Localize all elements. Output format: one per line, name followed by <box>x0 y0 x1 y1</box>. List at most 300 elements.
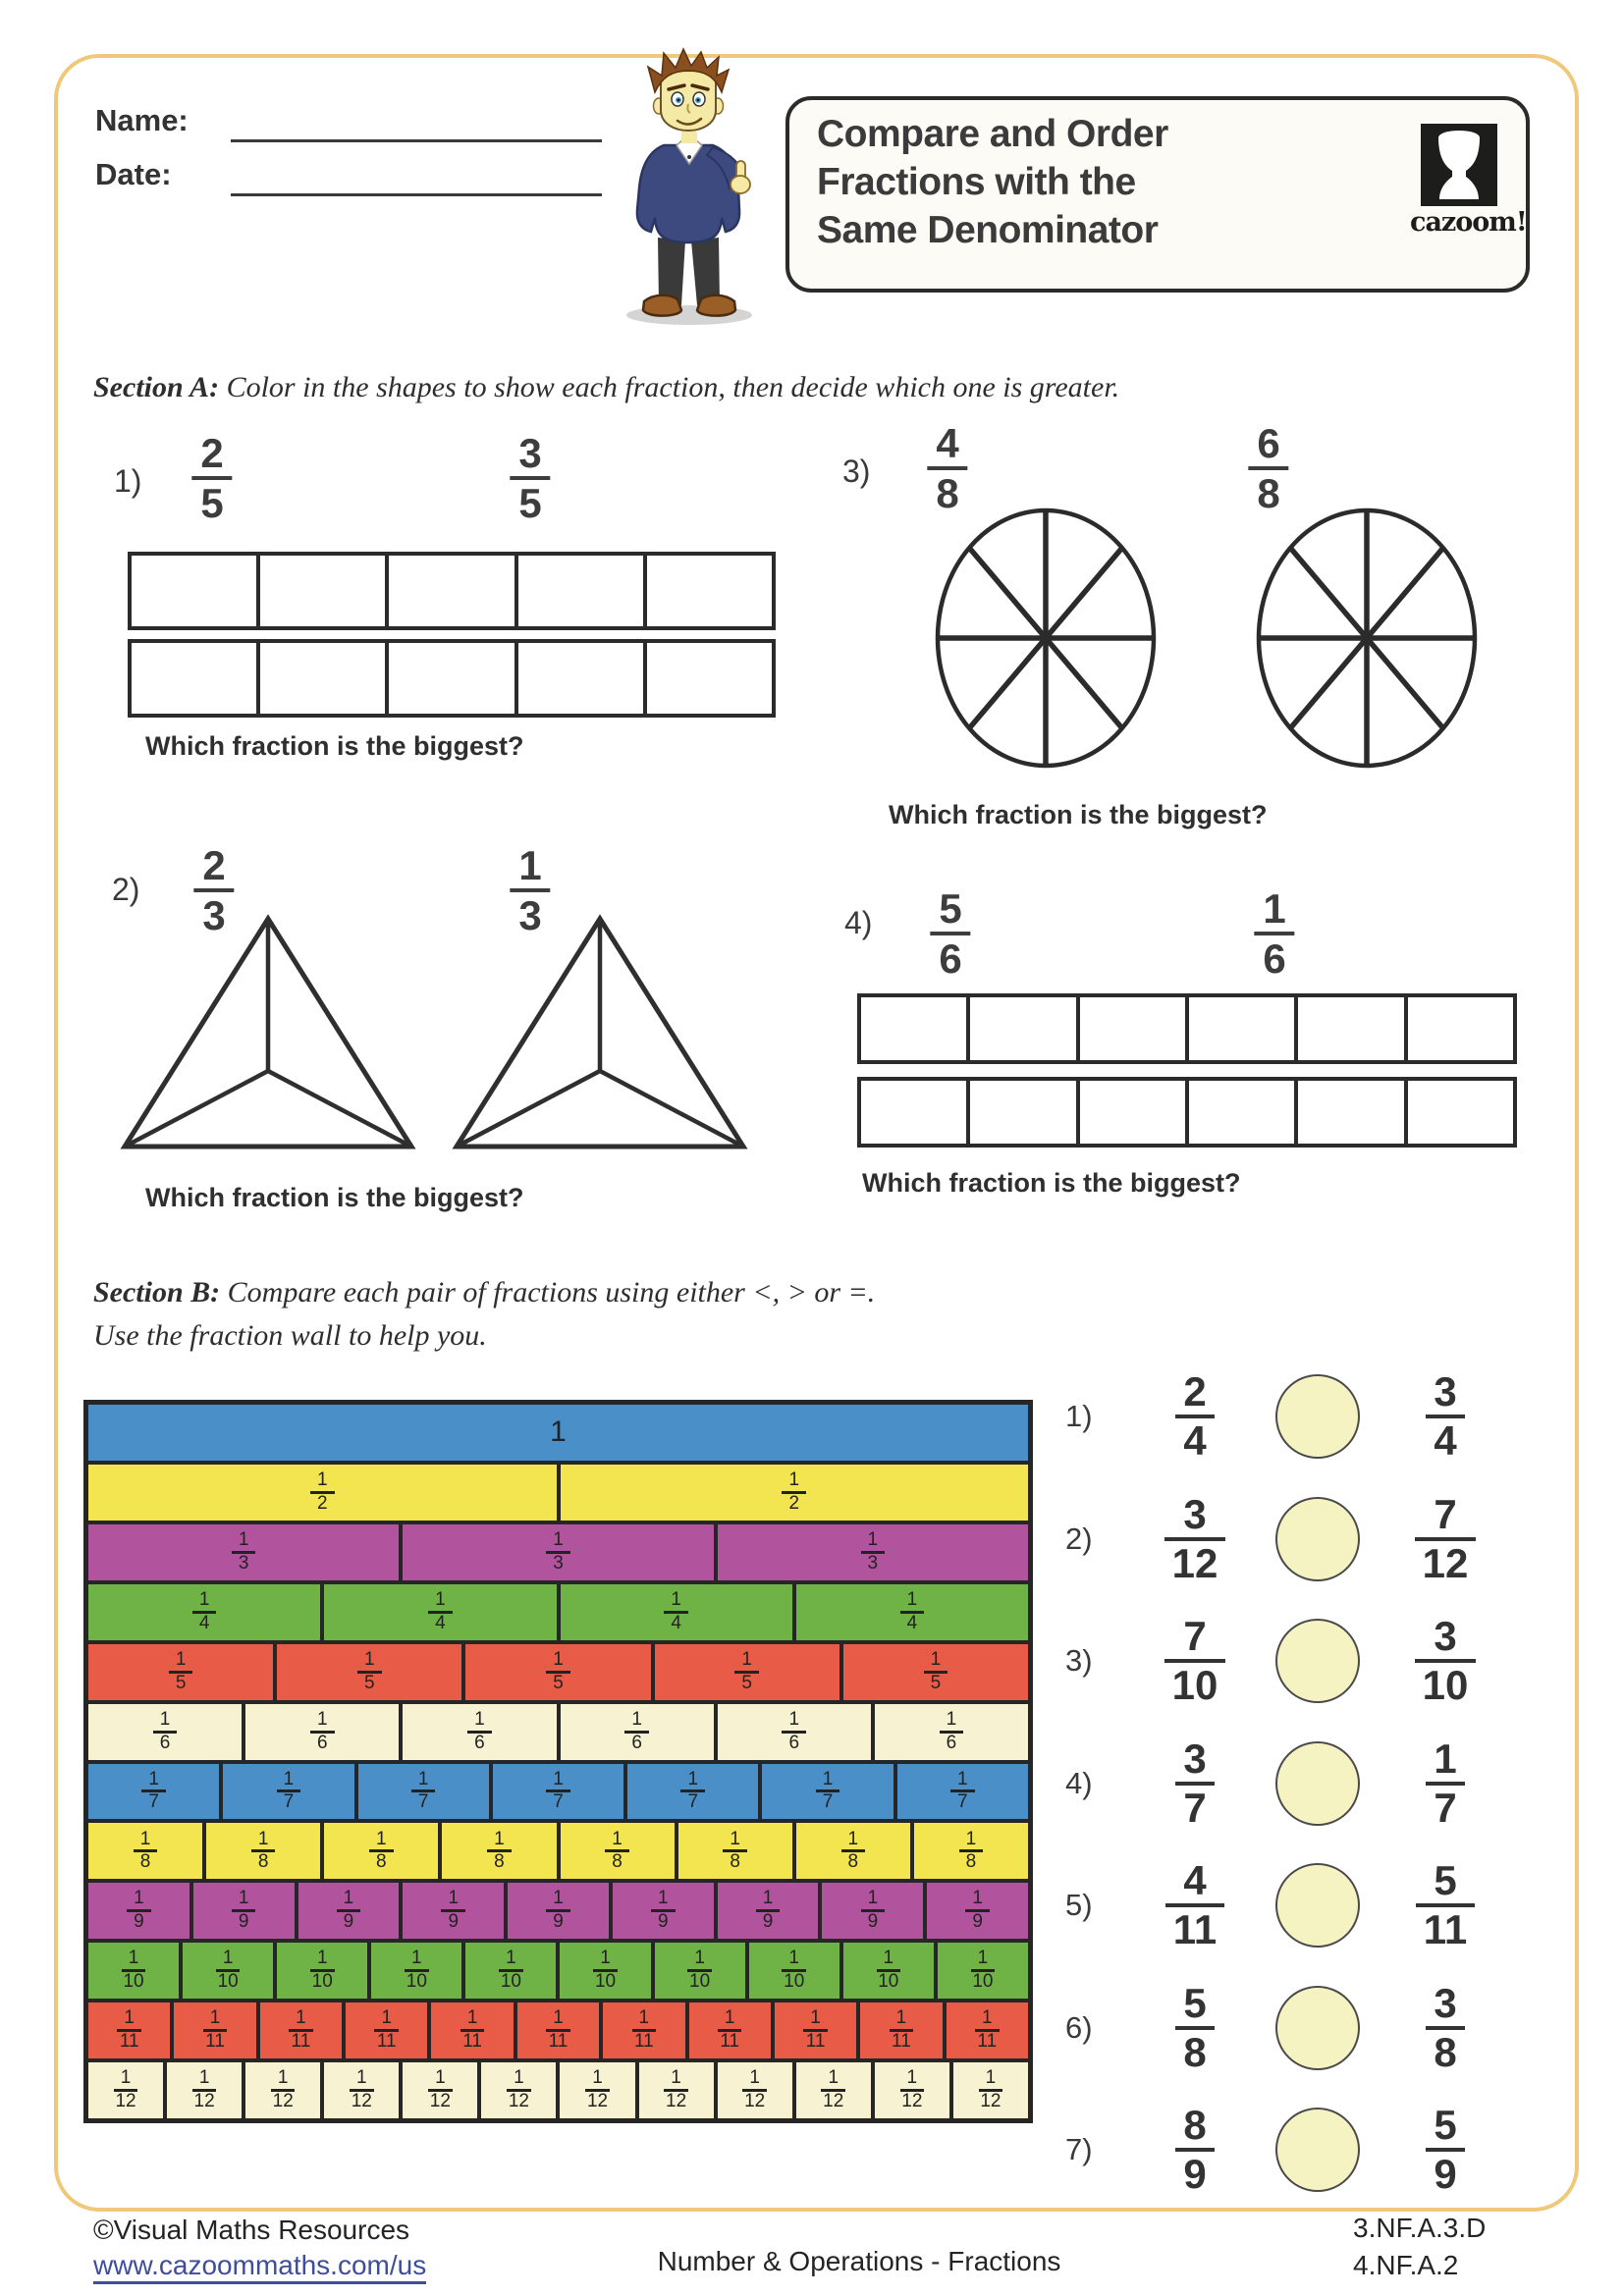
numerator: 3 <box>510 430 550 480</box>
fraction-wall-cell <box>504 1883 609 1939</box>
wall-fraction <box>192 2068 217 2112</box>
numerator: 1 <box>357 1650 382 1674</box>
numerator: 1 <box>687 1949 712 1972</box>
fraction-bar-cell[interactable] <box>1404 997 1513 1060</box>
numerator: 1 <box>841 1830 866 1853</box>
denominator: 6 <box>946 1732 957 1753</box>
fraction-bar[interactable] <box>857 993 1517 1064</box>
cazoom-logo <box>1410 124 1527 238</box>
wall-fraction <box>782 1710 806 1754</box>
wall-fraction <box>441 1889 465 1933</box>
numerator: 1 <box>924 1650 948 1674</box>
fraction-triangle-shape[interactable] <box>113 911 422 1154</box>
fraction-wall-cell <box>438 1823 556 1879</box>
fraction-bar-cell[interactable] <box>643 643 772 714</box>
fraction-wall-cell <box>758 1764 893 1820</box>
fraction-bar[interactable] <box>857 1077 1517 1148</box>
wall-fraction <box>940 1710 964 1754</box>
fraction-bar-cell[interactable] <box>1404 1081 1513 1144</box>
denominator: 10 <box>689 1971 711 1993</box>
fraction-wall-cell <box>871 2062 949 2118</box>
denominator: 5 <box>930 1672 942 1693</box>
fraction-wall-cell <box>202 1823 320 1879</box>
fraction-triangle-shape[interactable] <box>445 911 754 1154</box>
wall-fraction <box>546 1770 570 1814</box>
denominator: 7 <box>553 1791 564 1813</box>
wall-fraction <box>232 1530 256 1575</box>
fraction-bar-cell[interactable] <box>256 643 385 714</box>
denominator: 11 <box>1172 1906 1218 1953</box>
numerator: 2 <box>1175 1369 1214 1418</box>
fraction-wall-cell <box>477 2062 556 2118</box>
fraction-wall-cell <box>489 1764 623 1820</box>
date-input-line[interactable] <box>231 193 602 196</box>
fraction-bar-cell[interactable] <box>514 643 643 714</box>
problem-number: 4) <box>1065 1765 1093 1800</box>
numerator: 1 <box>310 1470 335 1494</box>
fraction-wall-cell <box>943 2002 1028 2058</box>
wall-fraction <box>405 1949 429 1993</box>
fraction-wall-cell <box>839 1943 934 1999</box>
denominator: 9 <box>1434 2151 1457 2198</box>
fraction <box>1254 885 1294 982</box>
numerator: 5 <box>1426 2103 1464 2152</box>
wall-fraction <box>841 1830 866 1874</box>
fraction-wall-cell <box>88 1764 219 1820</box>
denominator: 12 <box>193 2091 215 2112</box>
numerator: 1 <box>782 1470 806 1494</box>
fraction-wall-cell <box>675 1823 792 1879</box>
wall-fraction <box>411 1770 436 1814</box>
numerator: 1 <box>310 1710 335 1734</box>
wall-fraction <box>487 1830 512 1874</box>
wall-fraction <box>585 2068 610 2112</box>
title-line-1: Compare and Order <box>817 113 1168 155</box>
fraction-wall-cell <box>609 1883 714 1939</box>
denominator: 8 <box>936 470 959 517</box>
wall-fraction <box>861 1889 886 1933</box>
numerator: 1 <box>890 2008 914 2032</box>
problem-number: 3) <box>842 454 871 489</box>
wall-fraction <box>134 1830 158 1874</box>
numerator: 1 <box>507 2068 531 2092</box>
fraction-bar-cell[interactable] <box>132 643 256 714</box>
fraction-bar-cell[interactable] <box>966 1081 1075 1144</box>
problem-number: 2) <box>1065 1521 1093 1556</box>
wall-fraction <box>924 1650 948 1694</box>
numerator: 1 <box>510 842 550 892</box>
denominator: 10 <box>500 1971 521 1993</box>
fraction-bar-cell[interactable] <box>1294 1081 1403 1144</box>
wall-fraction <box>117 2008 141 2053</box>
denominator: 5 <box>364 1672 375 1693</box>
denominator: 6 <box>939 935 962 983</box>
fraction-wall-cell <box>342 2002 427 2058</box>
numerator: 1 <box>405 1949 429 1972</box>
numerator: 1 <box>861 1530 886 1554</box>
fraction-wall-cell <box>557 1584 792 1640</box>
numerator: 1 <box>742 2068 767 2092</box>
denominator: 10 <box>784 1971 805 1993</box>
copyright-text: ©Visual Maths Resources <box>93 2215 410 2245</box>
denominator: 12 <box>272 2091 294 2112</box>
fraction-bar-cell[interactable] <box>966 997 1075 1060</box>
denominator: 3 <box>553 1552 564 1574</box>
denominator: 10 <box>972 1971 994 1993</box>
wall-fraction <box>718 2008 742 2053</box>
fraction-wall-cell <box>399 2062 477 2118</box>
fraction-bar-cell[interactable] <box>1185 997 1294 1060</box>
denominator: 7 <box>687 1791 699 1813</box>
fraction-wall-cell <box>88 1524 399 1580</box>
denominator: 12 <box>586 2091 609 2112</box>
problem-number: 7) <box>1065 2132 1093 2167</box>
wall-fraction <box>975 2008 1000 2053</box>
answer-circle[interactable] <box>1275 1497 1360 1581</box>
problem-number: 1) <box>114 463 142 499</box>
answer-circle[interactable] <box>1275 1741 1360 1826</box>
fraction-wall-cell <box>399 1704 556 1760</box>
numerator: 1 <box>546 1889 570 1912</box>
wall-fraction <box>350 2068 374 2112</box>
fraction-bar[interactable] <box>128 552 776 630</box>
name-input-line[interactable] <box>231 139 602 142</box>
denominator: 8 <box>1434 2028 1457 2075</box>
numerator: 1 <box>718 2008 742 2032</box>
denominator: 3 <box>238 1552 249 1574</box>
wall-fraction <box>374 2008 399 2053</box>
denominator: 7 <box>148 1791 159 1813</box>
denominator: 4 <box>1434 1417 1457 1465</box>
fraction-wall-cell <box>651 1943 745 1999</box>
numerator: 1 <box>369 1830 394 1853</box>
fraction-wall-cell <box>399 1524 713 1580</box>
wall-fraction <box>114 2068 138 2112</box>
numerator: 1 <box>605 1830 629 1853</box>
denominator: 7 <box>283 1791 295 1813</box>
title-line-2: Fractions with the <box>817 161 1136 203</box>
fraction-wall-cell <box>88 1405 1028 1461</box>
numerator: 1 <box>940 1710 964 1734</box>
worksheet-title-box <box>785 96 1530 293</box>
fraction-wall-row <box>88 2058 1028 2118</box>
numerator: 1 <box>782 1710 806 1734</box>
numerator: 1 <box>127 1889 151 1912</box>
fraction-wall-cell <box>242 1704 399 1760</box>
fraction-bar-cell[interactable] <box>1185 1081 1294 1144</box>
fraction-wall-cell <box>685 2002 771 2058</box>
fraction-bar-cell[interactable] <box>643 556 772 626</box>
numerator: 5 <box>1416 1858 1475 1907</box>
numerator: 3 <box>1426 1981 1464 2030</box>
compare-problems-list <box>1065 1356 1532 2212</box>
fraction-wall-cell <box>557 1704 714 1760</box>
section-a-heading <box>93 371 1119 404</box>
denominator: 7 <box>1183 1784 1207 1831</box>
denominator: 3 <box>867 1552 879 1574</box>
fraction-wall-row <box>88 1760 1028 1820</box>
fraction-bar-cell[interactable] <box>385 643 514 714</box>
website-link[interactable]: www.cazoommaths.com/us <box>93 2250 426 2284</box>
wall-fraction <box>203 2008 228 2053</box>
fraction-left <box>1164 1492 1226 1586</box>
numerator: 1 <box>723 1830 747 1853</box>
fraction-wall-row <box>88 1580 1028 1640</box>
fraction-wall-cell <box>557 1823 675 1879</box>
title-line-3: Same Denominator <box>817 209 1159 251</box>
numerator: 1 <box>271 2068 296 2092</box>
fraction-wall-cell <box>461 1943 556 1999</box>
wall-fraction <box>232 1889 256 1933</box>
wall-fraction <box>687 1949 712 1993</box>
numerator: 1 <box>975 2008 1000 2032</box>
wall-fraction <box>507 2068 531 2112</box>
fraction-right <box>1426 1981 1464 2075</box>
compare-problem-row <box>1065 1844 1532 1967</box>
numerator: 1 <box>979 2068 1003 2092</box>
wall-fraction <box>499 1949 523 1993</box>
footer-topic: Number & Operations - Fractions <box>657 2246 1061 2276</box>
numerator: 1 <box>114 2068 138 2092</box>
question-text: Which fraction is the biggest? <box>862 1168 1241 1198</box>
wall-fraction <box>782 1470 806 1515</box>
numerator: 1 <box>1254 885 1294 935</box>
fraction-wall-row <box>88 1640 1028 1700</box>
fraction-wall-row <box>88 1999 1028 2058</box>
fraction-wall-cell <box>818 1883 923 1939</box>
wall-fraction <box>289 2008 313 2053</box>
fraction-wall <box>83 1400 1033 2123</box>
denominator: 5 <box>518 480 542 527</box>
problem-number: 4) <box>844 905 873 940</box>
numerator: 1 <box>153 1710 178 1734</box>
fraction-bar[interactable] <box>128 639 776 718</box>
fraction-bar-cell[interactable] <box>256 556 385 626</box>
fraction-bar-cell[interactable] <box>861 997 966 1060</box>
wall-fraction <box>546 1889 570 1933</box>
numerator: 1 <box>232 1530 256 1554</box>
denominator: 4 <box>435 1612 446 1633</box>
numerator: 1 <box>289 2008 313 2032</box>
denominator: 11 <box>376 2031 397 2053</box>
numerator: 1 <box>546 1530 570 1554</box>
denominator: 8 <box>1183 2028 1207 2075</box>
numerator: 1 <box>664 2068 688 2092</box>
wall-fraction <box>605 1830 629 1874</box>
answer-circle[interactable] <box>1275 1863 1360 1948</box>
denominator: 9 <box>553 1911 564 1933</box>
fraction-right <box>1426 2103 1464 2197</box>
fraction-wall-cell <box>320 2062 399 2118</box>
wall-fraction <box>664 1590 688 1634</box>
numerator: 1 <box>900 1590 925 1614</box>
denominator: 12 <box>901 2091 923 2112</box>
fraction-wall-cell <box>856 2002 942 2058</box>
cazoom-logo-text: cazoom! <box>1410 207 1527 238</box>
denominator: 10 <box>123 1971 144 1993</box>
fraction-wall-cell <box>714 1524 1028 1580</box>
denominator: 11 <box>720 2031 740 2053</box>
numerator: 1 <box>734 1650 759 1674</box>
wall-fraction <box>546 2008 570 2053</box>
fraction-wall-cell <box>242 2062 320 2118</box>
wall-fraction <box>900 1590 925 1634</box>
wall-fraction <box>153 1710 178 1754</box>
denominator: 11 <box>291 2031 311 2053</box>
section-a-label: Section A: <box>93 371 220 403</box>
fraction-wall-cell <box>910 1823 1028 1879</box>
fraction-wall-row <box>88 1461 1028 1521</box>
fraction-circle-shape[interactable] <box>1252 503 1482 774</box>
denominator: 8 <box>376 1851 387 1873</box>
fraction-right <box>1415 1492 1477 1586</box>
numerator: 1 <box>192 2068 217 2092</box>
denominator: 10 <box>311 1971 333 1993</box>
fraction-bar-cell[interactable] <box>1294 997 1403 1060</box>
wall-fraction <box>192 1590 217 1634</box>
denominator: 6 <box>631 1732 642 1753</box>
numerator: 1 <box>782 1949 806 1972</box>
wall-fraction <box>428 1590 453 1634</box>
fraction-bar-cell[interactable] <box>1076 1081 1185 1144</box>
denominator: 7 <box>417 1791 429 1813</box>
numerator: 1 <box>117 2008 141 2032</box>
fraction-wall-cell <box>514 2002 599 2058</box>
numerator: 1 <box>959 1830 984 1853</box>
denominator: 5 <box>200 480 224 527</box>
denominator: 8 <box>494 1851 505 1873</box>
denominator: 11 <box>119 2031 139 2053</box>
numerator: 6 <box>1248 420 1288 470</box>
numerator: 1 <box>680 1770 705 1793</box>
wall-fraction <box>310 1470 335 1515</box>
denominator: 10 <box>1422 1662 1469 1709</box>
compare-problem-row <box>1065 1600 1532 1723</box>
fraction-bar-cell[interactable] <box>132 556 256 626</box>
fraction-wall-cell <box>320 1584 556 1640</box>
section-b-instruction-line1: Compare each pair of fractions using either <, > or =. <box>227 1276 876 1308</box>
numerator: 1 <box>585 2068 610 2092</box>
denominator: 11 <box>892 2031 911 2053</box>
denominator: 7 <box>957 1791 968 1813</box>
fraction-right <box>1416 1858 1475 1952</box>
numerator: 1 <box>169 1650 193 1674</box>
numerator: 1 <box>624 1710 649 1734</box>
numerator: 1 <box>664 1590 688 1614</box>
numerator: 1 <box>216 1949 241 1972</box>
fraction-wall-cell <box>599 2002 684 2058</box>
fraction-wall-cell <box>179 1943 273 1999</box>
answer-circle[interactable] <box>1275 1986 1360 2070</box>
fraction-wall-cell <box>88 2002 170 2058</box>
fraction-left <box>1175 1369 1214 1464</box>
denominator: 12 <box>666 2091 687 2112</box>
fraction-wall-cell <box>189 1883 295 1939</box>
fraction-wall-cell <box>714 2062 792 2118</box>
wall-fraction <box>950 1770 975 1814</box>
fraction-wall-cell <box>839 1644 1028 1700</box>
numerator: 3 <box>1426 1369 1464 1418</box>
denominator: 12 <box>1171 1539 1218 1586</box>
numerator: 5 <box>1175 1981 1214 2030</box>
fraction-wall-cell <box>88 1644 273 1700</box>
fraction-left <box>1165 1858 1224 1952</box>
wall-fraction <box>624 1710 649 1754</box>
denominator: 6 <box>474 1732 485 1753</box>
denominator: 6 <box>1263 935 1286 983</box>
fraction-wall-cell <box>170 2002 255 2058</box>
fraction-wall-cell <box>219 1764 353 1820</box>
answer-circle[interactable] <box>1275 2108 1360 2192</box>
numerator: 2 <box>191 430 232 480</box>
worksheet-title <box>817 110 1168 254</box>
wall-fraction <box>756 1889 781 1933</box>
fraction-circle-shape[interactable] <box>931 503 1161 774</box>
answer-circle[interactable] <box>1275 1619 1360 1703</box>
wall-fraction <box>890 2008 914 2053</box>
answer-circle[interactable] <box>1275 1374 1360 1459</box>
fraction-wall-cell <box>88 2062 163 2118</box>
wall-fraction <box>271 2068 296 2112</box>
wall-fraction <box>979 2068 1003 2112</box>
denominator: 12 <box>115 2091 136 2112</box>
problem-number: 5) <box>1065 1888 1093 1923</box>
denominator: 11 <box>1423 1906 1468 1953</box>
numerator: 5 <box>930 885 970 935</box>
fraction-bar-cell[interactable] <box>861 1081 966 1144</box>
denominator: 11 <box>633 2031 654 2053</box>
numerator: 3 <box>1415 1614 1477 1663</box>
denominator: 8 <box>847 1851 859 1873</box>
fraction-wall-cell <box>635 2062 714 2118</box>
fraction-wall-cell <box>88 1823 202 1879</box>
numerator: 7 <box>1415 1492 1477 1541</box>
denominator: 11 <box>462 2031 482 2053</box>
numerator: 1 <box>203 2008 228 2032</box>
denominator: 5 <box>553 1672 564 1693</box>
standard-code-2: 4.NF.A.2 <box>1353 2250 1459 2280</box>
wall-fraction <box>742 2068 767 2112</box>
numerator: 1 <box>950 1770 975 1793</box>
wall-fraction <box>782 1949 806 1993</box>
wall-fraction <box>169 1650 193 1694</box>
fraction-wall-cell <box>623 1764 758 1820</box>
wall-fraction <box>141 1770 166 1814</box>
fraction-wall-cell <box>651 1644 839 1700</box>
denominator: 6 <box>316 1732 328 1753</box>
denominator: 9 <box>134 1911 144 1933</box>
numerator: 1 <box>460 2008 485 2032</box>
fraction-bar-cell[interactable] <box>1076 997 1185 1060</box>
wall-fraction <box>310 1949 335 1993</box>
denominator: 6 <box>788 1732 800 1753</box>
numerator: 1 <box>310 1949 335 1972</box>
wall-fraction <box>632 2008 657 2053</box>
numerator: 1 <box>546 1650 570 1674</box>
fraction-wall-cell <box>88 1465 557 1521</box>
wall-fraction <box>723 1830 747 1874</box>
denominator: 2 <box>788 1492 800 1514</box>
numerator: 1 <box>593 1949 618 1972</box>
fraction-bar-cell[interactable] <box>385 556 514 626</box>
fraction-wall-cell <box>792 1823 910 1879</box>
problem-number: 6) <box>1065 2009 1093 2045</box>
fraction-bar-cell[interactable] <box>514 556 643 626</box>
numerator: 7 <box>1164 1614 1226 1663</box>
fraction-wall-cell <box>427 2002 513 2058</box>
fraction-wall-cell <box>163 2062 242 2118</box>
fraction <box>930 885 970 982</box>
